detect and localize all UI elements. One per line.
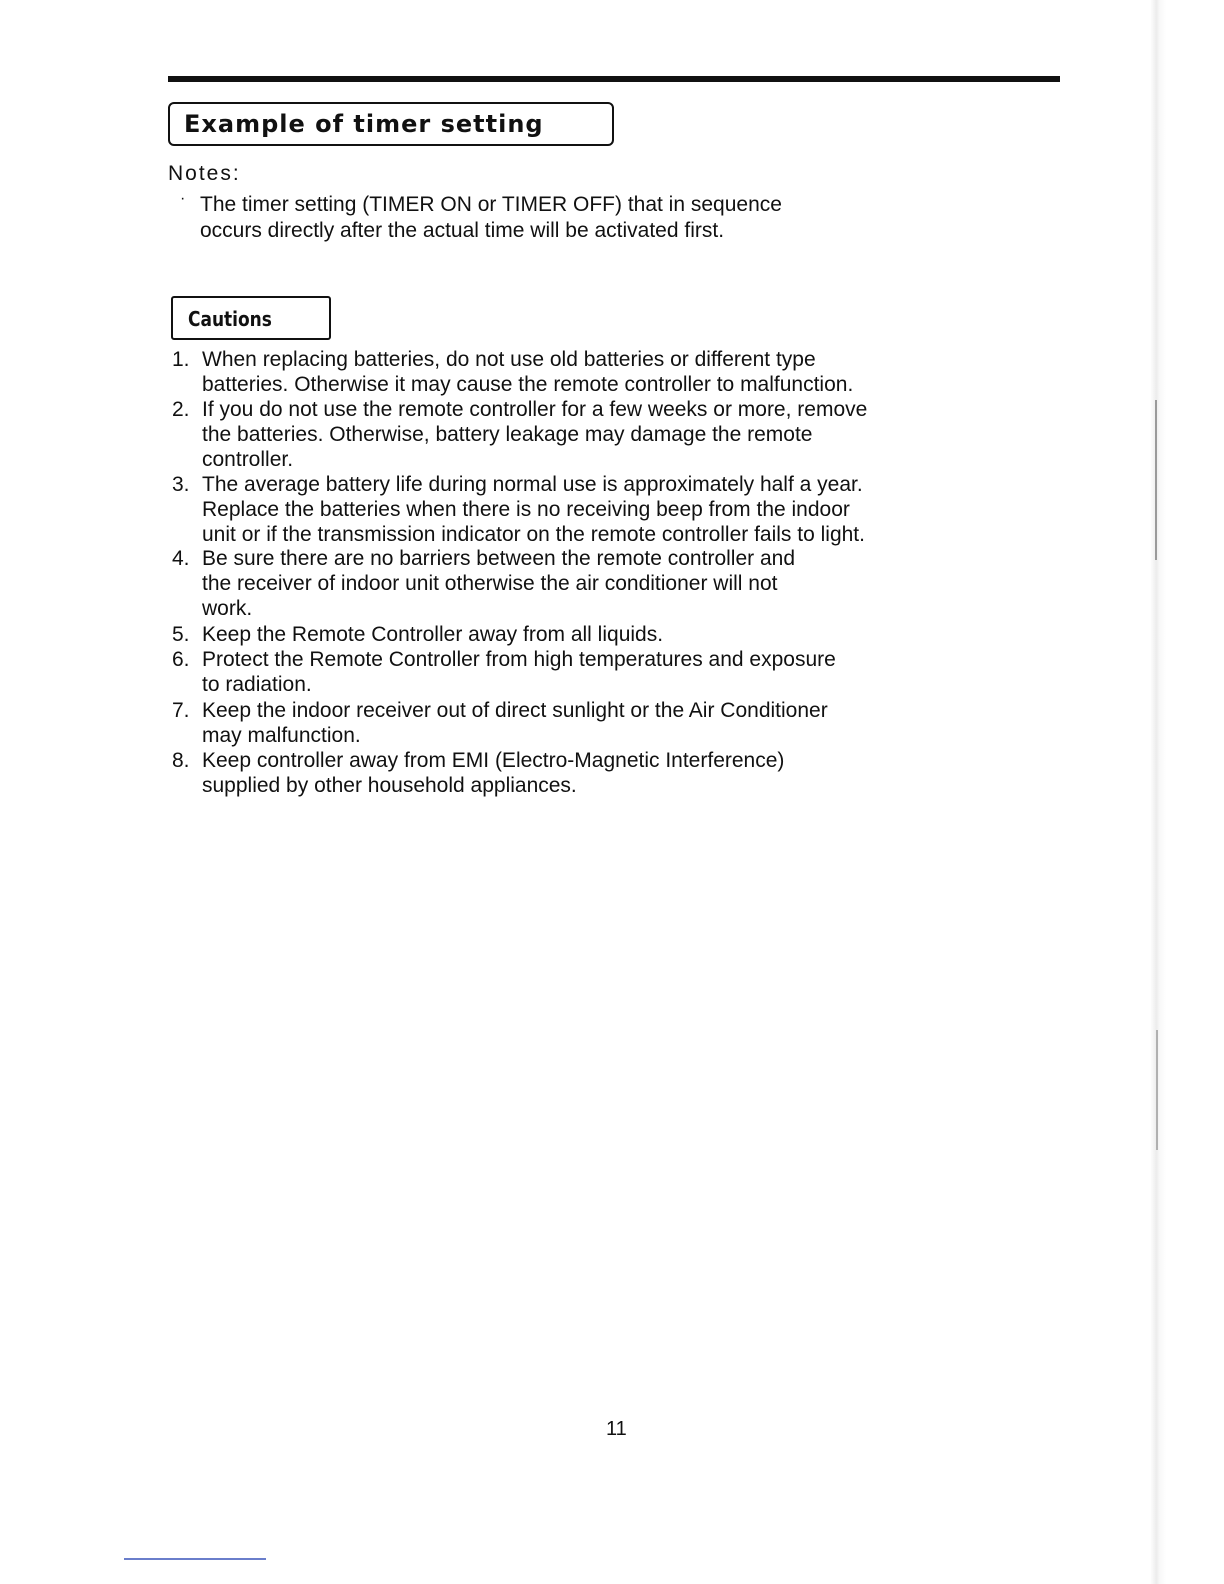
cautions-title: Cautions	[188, 307, 272, 331]
caution-item	[202, 622, 1112, 647]
scan-edge-mark	[1156, 1030, 1158, 1150]
note-bullet: ·	[180, 190, 186, 207]
caution-number: 6.	[172, 648, 190, 671]
caution-line: Keep the Remote Controller away from all liquids.	[202, 623, 664, 646]
top-rule	[168, 76, 1060, 82]
caution-line: Keep the indoor receiver out of direct sunlight or the Air Conditioner	[202, 699, 828, 722]
caution-line: Keep controller away from EMI (Electro-Magnetic Interference)	[202, 749, 785, 772]
caution-line: If you do not use the remote controller for a few weeks or more, remove	[202, 398, 868, 421]
caution-number: 5.	[172, 623, 190, 646]
caution-line: The average battery life during normal use is approximately half a year.	[202, 473, 863, 496]
caution-number: 1.	[172, 348, 190, 371]
cautions-heading-box	[171, 296, 331, 340]
notes-label: Notes:	[168, 162, 241, 185]
timer-section-heading-box	[168, 102, 614, 146]
scan-edge-mark	[1155, 400, 1157, 560]
timer-section-title: Example of timer setting	[184, 110, 544, 138]
caution-item	[202, 472, 1112, 547]
caution-item	[202, 748, 1112, 798]
caution-item	[202, 347, 1112, 397]
caution-item	[202, 698, 1112, 748]
caution-line: When replacing batteries, do not use old batteries or different type	[202, 348, 816, 371]
caution-number: 7.	[172, 699, 190, 722]
caution-line: Be sure there are no barriers between the remote controller and	[202, 547, 795, 570]
caution-item	[202, 647, 1112, 697]
page-number: 11	[606, 1418, 627, 1440]
scan-bottom-mark	[124, 1558, 266, 1560]
caution-number: 8.	[172, 749, 190, 772]
caution-line: supplied by other household appliances.	[202, 774, 577, 797]
note-text	[200, 192, 980, 244]
caution-line: controller.	[202, 448, 294, 471]
caution-line: the batteries. Otherwise, battery leakage may damage the remote	[202, 423, 813, 446]
caution-line: Protect the Remote Controller from high temperatures and exposure	[202, 648, 836, 671]
caution-number: 4.	[172, 547, 190, 570]
caution-line: to radiation.	[202, 673, 312, 696]
caution-line: the receiver of indoor unit otherwise the air conditioner will not	[202, 572, 778, 595]
caution-number: 2.	[172, 398, 190, 421]
caution-line: may malfunction.	[202, 724, 361, 747]
caution-line: unit or if the transmission indicator on the remote controller fails to light.	[202, 523, 865, 546]
caution-item	[202, 546, 1112, 621]
caution-number: 3.	[172, 473, 190, 496]
note-line: occurs directly after the actual time will be activated first.	[200, 219, 725, 242]
scan-page-edge	[1150, 0, 1166, 1584]
note-line: The timer setting (TIMER ON or TIMER OFF) that in sequence	[200, 193, 782, 216]
caution-line: batteries. Otherwise it may cause the remote controller to malfunction.	[202, 373, 854, 396]
caution-line: work.	[202, 597, 253, 620]
caution-item	[202, 397, 1112, 472]
caution-line: Replace the batteries when there is no receiving beep from the indoor	[202, 498, 850, 521]
